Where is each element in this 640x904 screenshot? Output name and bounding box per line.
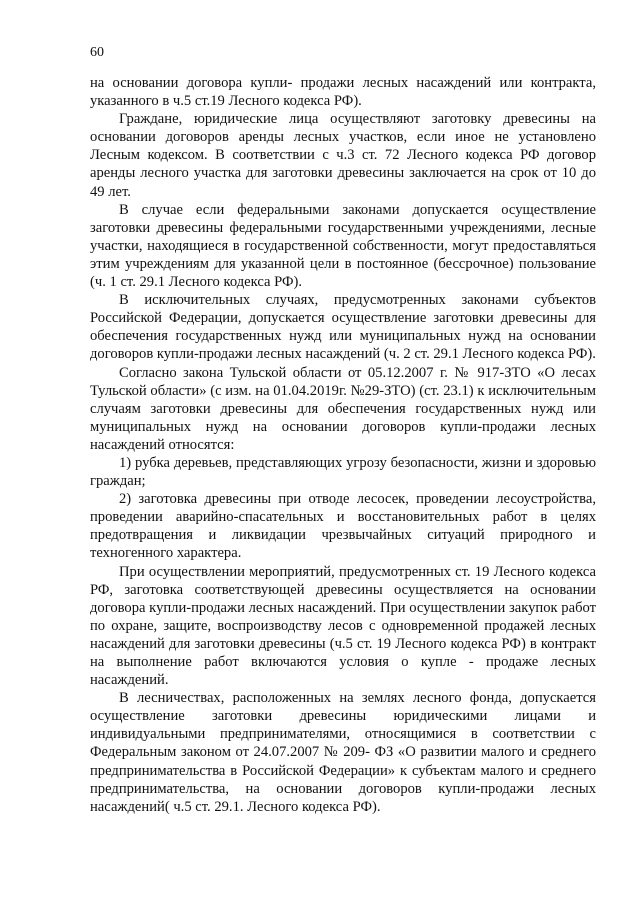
list-item-1: 1) рубка деревьев, представляющих угрозу безопасности, жизни и здоровью граждан; <box>90 454 596 490</box>
paragraph-small-business: В лесничествах, расположенных на землях лесного фонда, допускается осуществление заготовки древесины юридическими лицами и индивидуальными предпринимателями, относящимися в соответствии с Федеральным законом от 24.07.2007 № 209- ФЗ «О развитии малого и среднего предпринимательства в Российской Федерации» к субъектам малого и среднего предпринимательства, на основании договоров купли-продажи лесных насаждений( ч.5 ст. 29.1. Лесного кодекса РФ). <box>90 690 596 815</box>
paragraph-federal-institutions: В случае если федеральными законами допускается осуществление заготовки древесины федеральными государственными учреждениями, лесные участки, находящиеся в государственной собственности, могут предоставляться этим учреждениям для указанной цели в постоянное (бессрочное) пользование (ч. 1 ст. 29.1 Лесного кодекса РФ). <box>90 201 596 291</box>
list-item-2: 2) заготовка древесины при отводе лесосек, проведении лесоустройства, проведении аварийно-спасательных и восстановительных работ в целях предотвращения и ликвидации чрезвычайных ситуаций природного и техногенного характера. <box>90 491 596 562</box>
paragraph-article-19-measures: При осуществлении мероприятий, предусмотренных ст. 19 Лесного кодекса РФ, заготовка соответствующей древесины осуществляется на основании договора купли-продажи лесных насаждений. При осуществлении закупок работ по охране, защите, воспроизводству лесов с одновременной продажей лесных насаждений для заготовки древесины (ч.5 ст. 19 Лесного кодекса РФ) в контракт на выполнение работ включаются условия о купле - продаже лесных насаждений. <box>90 563 596 689</box>
body-text <box>90 74 596 816</box>
paragraph-continuation: на основании договора купли- продажи лесных насаждений или контракта, указанного в ч.5 ст.19 Лесного кодекса РФ). <box>90 75 596 110</box>
paragraph-tula-law: Согласно закона Тульской области от 05.12.2007 г. № 917-ЗТО «О лесах Тульской области» (с изм. на 01.04.2019г. №29-ЗТО) (ст. 23.1) к исключительным случаям заготовки древесины для обеспечения государственных нужд или муниципальных нужд на основании договоров купли-продажи лесных насаждений относятся: <box>90 364 596 453</box>
paragraph-exceptional-cases: В исключительных случаях, предусмотренных законами субъектов Российской Федерации, допускается осуществление заготовки древесины для обеспечения государственных нужд или муниципальных нужд на основании договоров купли-продажи лесных насаждений (ч. 2 ст. 29.1 Лесного кодекса РФ). <box>90 292 596 363</box>
paragraph-forest-lease: Граждане, юридические лица осуществляют заготовку древесины на основании договоров аренды лесных участков, если иное не установлено Лесным кодексом. В соответствии с ч.3 ст. 72 Лесного кодекса РФ договор аренды лесного участка для заготовки древесины заключается на срок от 10 до 49 лет. <box>90 111 596 200</box>
page-number: 60 <box>90 45 104 60</box>
